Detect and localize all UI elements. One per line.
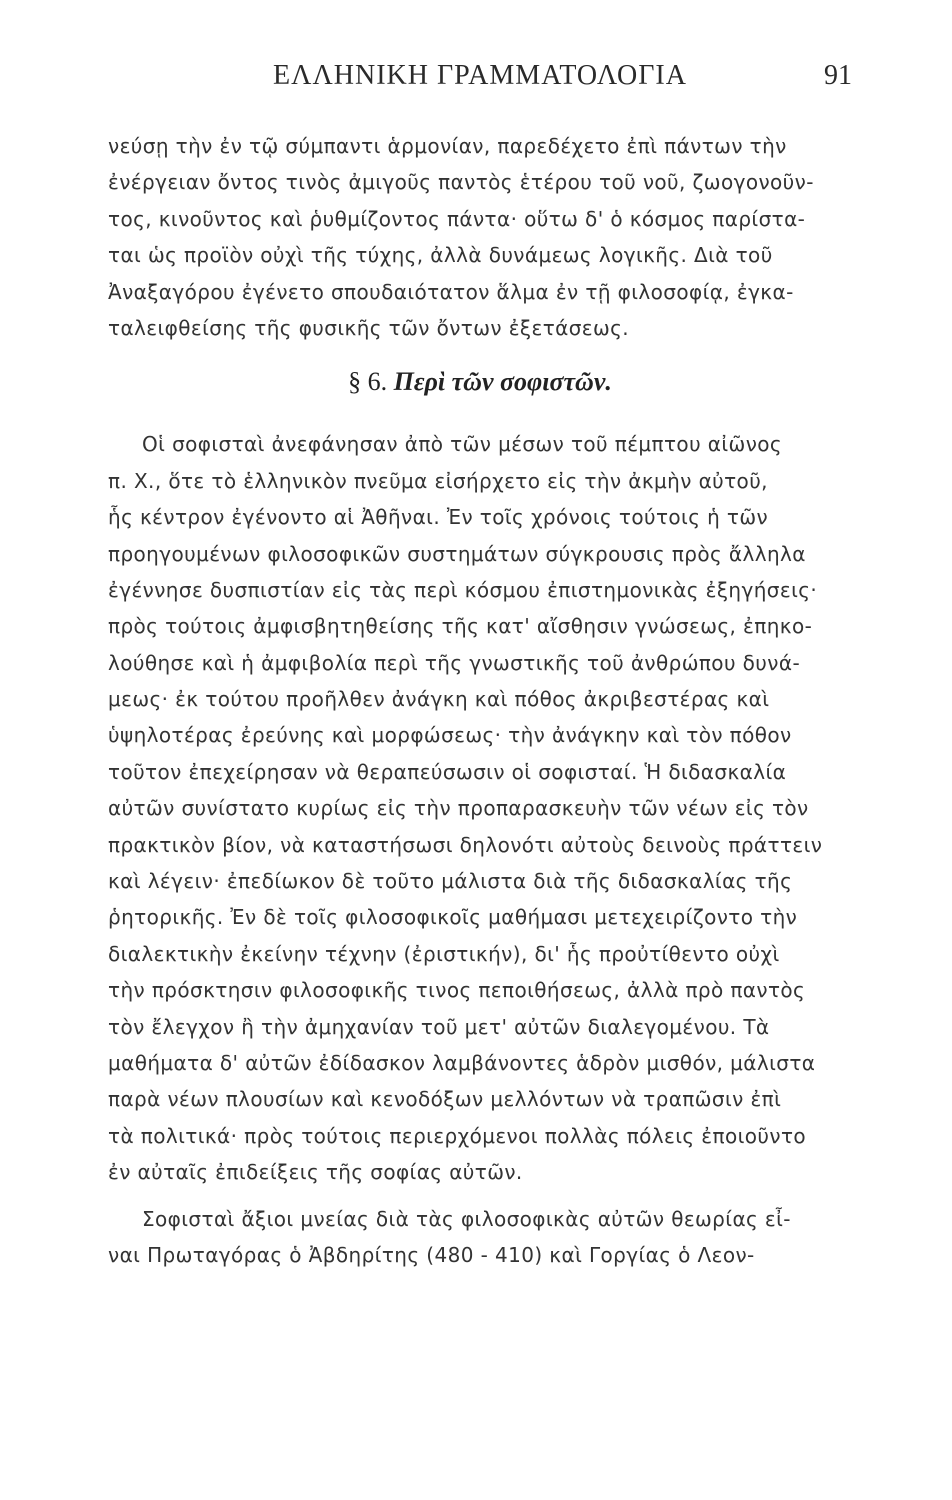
text-line: ὑψηλοτέρας ἐρεύνης καὶ μορφώσεως· τὴν ἀνάγκην καὶ τὸν πόθον (108, 723, 792, 748)
text-line: πρὸς τούτοις ἀμφισβητηθείσης τῆς κατ' αἴσθησιν γνώσεως, ἐπηκο- (108, 614, 813, 639)
text-line: μεως· ἐκ τούτου προῆλθεν ἀνάγκη καὶ πόθος ἀκριβεστέρας καὶ (108, 687, 770, 712)
section-title: Περὶ τῶν σοφιστῶν. (393, 367, 612, 397)
text-line: τὰ πολιτικά· πρὸς τούτοις περιερχόμενοι πολλὰς πόλεις ἐποιοῦντο (108, 1123, 807, 1148)
text-line: καὶ λέγειν· ἐπεδίωκον δὲ τοῦτο μάλιστα διὰ τῆς διδασκαλίας τῆς (108, 869, 793, 894)
text-line: ῥητορικῆς. Ἐν δὲ τοῖς φιλοσοφικοῖς μαθήμασι μετεχειρίζοντο τὴν (108, 905, 798, 930)
text-line: λούθησε καὶ ἡ ἀμφιβολία περὶ τῆς γνωστικῆς τοῦ ἀνθρώπου δυνά- (108, 650, 801, 675)
text-line: Σοφισταὶ ἄξιοι μνείας διὰ τὰς φιλοσοφικὰς αὐτῶν θεωρίας εἶ- (142, 1206, 791, 1231)
text-line: ἐνέργειαν ὄντος τινὸς ἀμιγοῦς παντὸς ἑτέρου τοῦ νοῦ, ζωογονοῦν- (108, 170, 814, 195)
text-line: ἐν αὐταῖς ἐπιδείξεις τῆς σοφίας αὐτῶν. (108, 1160, 523, 1185)
text-line: ται ὡς προϊὸν οὐχὶ τῆς τύχης, ἀλλὰ δυνάμεως λογικῆς. Διὰ τοῦ (108, 243, 773, 268)
text-line: νεύσῃ τὴν ἐν τῷ σύμπαντι ἁρμονίαν, παρεδέχετο ἐπὶ πάντων τὴν (108, 134, 787, 158)
text-line: ταλειφθείσης τῆς φυσικῆς τῶν ὄντων ἐξετάσεως. (108, 315, 630, 340)
text-line: παρὰ νέων πλουσίων καὶ κενοδόξων μελλόντων νὰ τραπῶσιν ἐπὶ (108, 1087, 782, 1112)
text-line: προηγουμένων φιλοσοφικῶν συστημάτων σύγκρουσις πρὸς ἄλληλα (108, 541, 806, 566)
text-line: αὐτῶν συνίστατο κυρίως εἰς τὴν προπαρασκευὴν τῶν νέων εἰς τὸν (108, 796, 809, 821)
text-line: ἐγέννησε δυσπιστίαν εἰς τὰς περὶ κόσμου ἐπιστημονικὰς ἐξηγήσεις· (108, 577, 818, 602)
text-line: τοῦτον ἐπεχείρησαν νὰ θεραπεύσωσιν οἱ σοφισταί. Ἡ διδασκαλία (108, 759, 787, 784)
text-line: Οἱ σοφισταὶ ἀνεφάνησαν ἀπὸ τῶν μέσων τοῦ πέμπτου αἰῶνος (142, 432, 783, 457)
text-line: πρακτικὸν βίον, νὰ καταστήσωσι δηλονότι αὐτοὺς δεινοὺς πράττειν (108, 832, 823, 857)
paragraph-3 (108, 1201, 852, 1274)
text-line: τὸν ἔλεγχον ἢ τὴν ἀμηχανίαν τοῦ μετ' αὐτῶν διαλεγομένου. Τὰ (108, 1014, 770, 1039)
paragraph-2 (108, 426, 852, 1190)
section-heading (108, 346, 852, 426)
section-number: § 6. (348, 367, 388, 397)
text-line: μαθήματα δ' αὐτῶν ἐδίδασκον λαμβάνοντες ἁδρὸν μισθόν, μάλιστα (108, 1050, 816, 1075)
text-line: π. Χ., ὅτε τὸ ἑλληνικὸν πνεῦμα εἰσήρχετο εἰς τὴν ἀκμὴν αὐτοῦ, (108, 468, 768, 493)
text-line: τὴν πρόσκτησιν φιλοσοφικῆς τινος πεποιθήσεως, ἀλλὰ πρὸ παντὸς (108, 978, 806, 1003)
body-text (108, 128, 852, 1273)
paragraph-1 (108, 128, 852, 346)
page-header (108, 60, 852, 100)
text-line: διαλεκτικὴν ἐκείνην τέχνην (ἐριστικήν), δι' ἧς προὐτίθεντο οὐχὶ (108, 941, 780, 966)
running-title: ΕΛΛΗΝΙΚΗ ΓΡΑΜΜΑΤΟΛΟΓΙΑ (273, 60, 687, 91)
text-line: τος, κινοῦντος καὶ ῥυθμίζοντος πάντα· οὕτω δ' ὁ κόσμος παρίστα- (108, 206, 806, 231)
page-number: 91 (824, 60, 852, 91)
text-line: Ἀναξαγόρου ἐγένετο σπουδαιότατον ἅλμα ἐν τῇ φιλοσοφίᾳ, ἐγκα- (108, 279, 794, 304)
text-line: ναι Πρωταγόρας ὁ Ἀβδηρίτης (480 - 410) καὶ Γοργίας ὁ Λεον- (108, 1242, 755, 1267)
text-line: ἧς κέντρον ἐγένοντο αἱ Ἀθῆναι. Ἐν τοῖς χρόνοις τούτοις ἡ τῶν (108, 505, 769, 530)
